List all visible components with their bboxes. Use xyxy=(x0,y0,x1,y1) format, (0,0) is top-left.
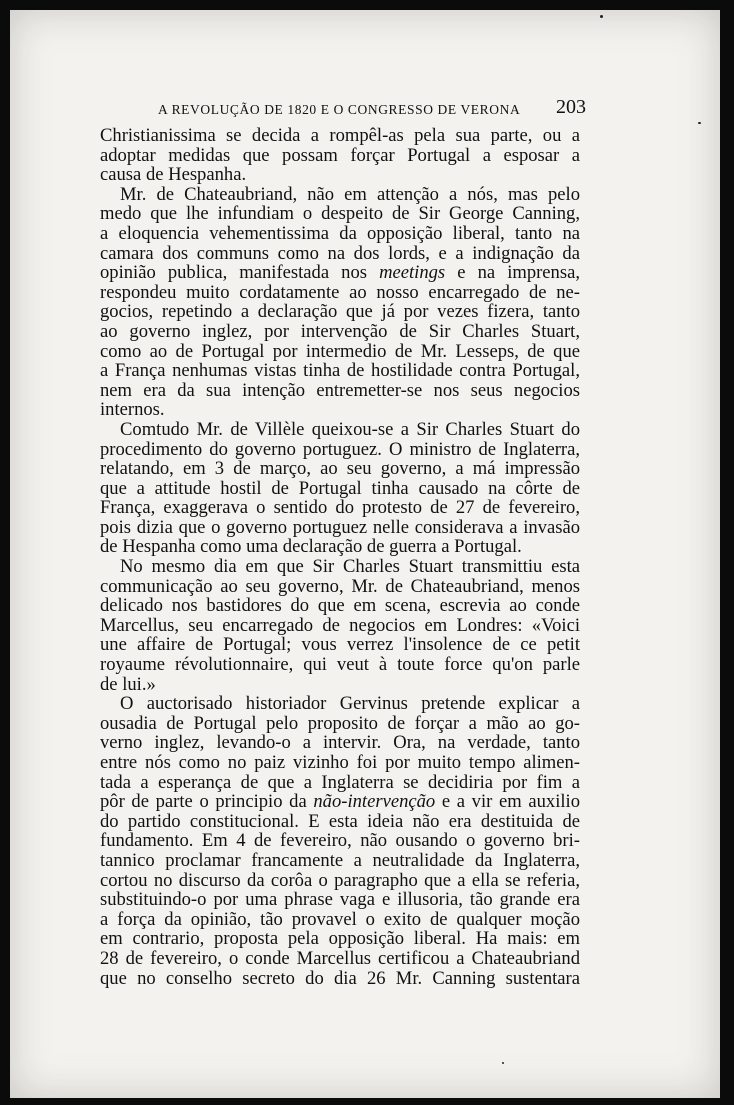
text-line: ousadia de Portugal pelo proposito de forçar a mão ao go- xyxy=(100,712,580,734)
italic-word: meetings xyxy=(379,262,446,284)
text-line: em contrario, proposta pela opposição liberal. Ha mais: em xyxy=(100,928,580,950)
text-line: adoptar medidas que possam forçar Portugal a esposar a xyxy=(100,144,580,166)
page-number: 203 xyxy=(556,96,586,118)
text-segment: e na imprensa, xyxy=(445,262,580,284)
text-line: relatando, em 3 de março, ao seu governo, a má impressão xyxy=(100,458,580,480)
text-line: camara dos communs como na dos lords, e a indignação da xyxy=(100,242,580,264)
text-line: a força da opinião, tão provavel o exito de qualquer moção xyxy=(100,908,580,930)
text-line: cortou no discurso da corôa o paragrapho que a ella se referia, xyxy=(100,869,580,891)
print-speck xyxy=(698,122,701,124)
text-line: França, exaggerava o sentido do protesto de 27 de fevereiro, xyxy=(100,497,580,519)
text-line: internos. xyxy=(100,399,165,421)
print-speck xyxy=(600,15,603,18)
text-line: O auctorisado historiador Gervinus pretende explicar a xyxy=(120,693,580,715)
text-line: une affaire de Portugal; vous verrez l'insolence de ce petit xyxy=(100,634,580,656)
text-line: ao governo inglez, por intervenção de Sir Charles Stuart, xyxy=(100,320,580,342)
text-line: a França nenhumas vistas tinha de hostilidade contra Portugal, xyxy=(100,360,580,382)
text-line: substituindo-o por uma phrase vaga e illusoria, tão grande era xyxy=(100,889,580,911)
text-line: Comtudo Mr. de Villèle queixou-se a Sir Charles Stuart do xyxy=(120,418,580,440)
running-title: A REVOLUÇÃO DE 1820 E O CONGRESSO DE VERONA xyxy=(158,102,521,117)
text-line: Christianissima se decida a rompêl-as pela sua parte, ou a xyxy=(100,125,580,146)
text-line: de lui.» xyxy=(100,673,156,695)
text-line: No mesmo dia em que Sir Charles Stuart transmittiu esta xyxy=(120,556,580,578)
text-line: communicação ao seu governo, Mr. de Chateaubriand, menos xyxy=(100,575,580,597)
italic-phrase: não-intervenção xyxy=(313,791,436,813)
text-line: gocios, repetindo a declaração que já por vezes fizera, tanto xyxy=(100,301,580,323)
text-line: a eloquencia vehementissima da opposição liberal, tanto na xyxy=(100,222,580,244)
text-line: 28 de fevereiro, o conde Marcellus certificou a Chateaubriand xyxy=(100,947,580,969)
text-line: do partido constitucional. E esta ideia não era destituida de xyxy=(100,810,580,832)
print-speck xyxy=(502,1062,504,1064)
text-line: causa de Hespanha. xyxy=(100,164,247,186)
text-line: medo que lhe infundiam o despeito de Sir George Canning, xyxy=(100,203,580,225)
text-line: Marcellus, seu encarregado de negocios em Londres: «Voici xyxy=(100,614,580,636)
text-line xyxy=(100,792,580,812)
text-line: pois dizia que o governo portuguez nelle considerava a invasão xyxy=(100,516,580,538)
text-line: de Hespanha como uma declaração de guerra a Portugal. xyxy=(100,536,522,558)
text-segment: pôr de parte o principio da xyxy=(100,791,314,813)
text-line: delicado nos bastidores do que em scena, escrevia ao conde xyxy=(100,595,580,617)
text-segment: e a vir em auxilio xyxy=(435,791,580,813)
text-line: verno inglez, levando-o a intervir. Ora, na verdade, tanto xyxy=(100,732,580,754)
text-line: entre nós como no paiz vizinho foi por muito tempo alimen- xyxy=(100,752,580,773)
text-line: royaume révolutionnaire, qui veut à toute force qu'on parle xyxy=(100,654,580,676)
text-line: fundamento. Em 4 de fevereiro, não ousando o governo bri- xyxy=(100,830,580,852)
text-line: tada a esperança de que a Inglaterra se decidiria por fim a xyxy=(100,771,580,793)
text-segment: opinião publica, manifestada nos xyxy=(100,262,380,284)
body-text xyxy=(100,126,580,988)
text-line: como ao de Portugal por intermedio de Mr. Lesseps, de que xyxy=(100,340,580,362)
text-line: que a attitude hostil de Portugal tinha causado na côrte de xyxy=(100,477,580,499)
text-line: Mr. de Chateaubriand, não em attenção a nós, mas pelo xyxy=(120,183,580,205)
text-line: respondeu muito cordatamente ao nosso encarregado de ne- xyxy=(100,281,580,303)
text-line: nem era da sua intenção entremetter-se nos seus negocios xyxy=(100,379,580,401)
text-line: tannico proclamar francamente a neutralidade da Inglaterra, xyxy=(100,849,580,871)
text-line: que no conselho secreto do dia 26 Mr. Canning sustentara xyxy=(100,967,580,989)
text-line xyxy=(100,263,580,283)
text-line: procedimento do governo portuguez. O ministro de Inglaterra, xyxy=(100,438,580,460)
